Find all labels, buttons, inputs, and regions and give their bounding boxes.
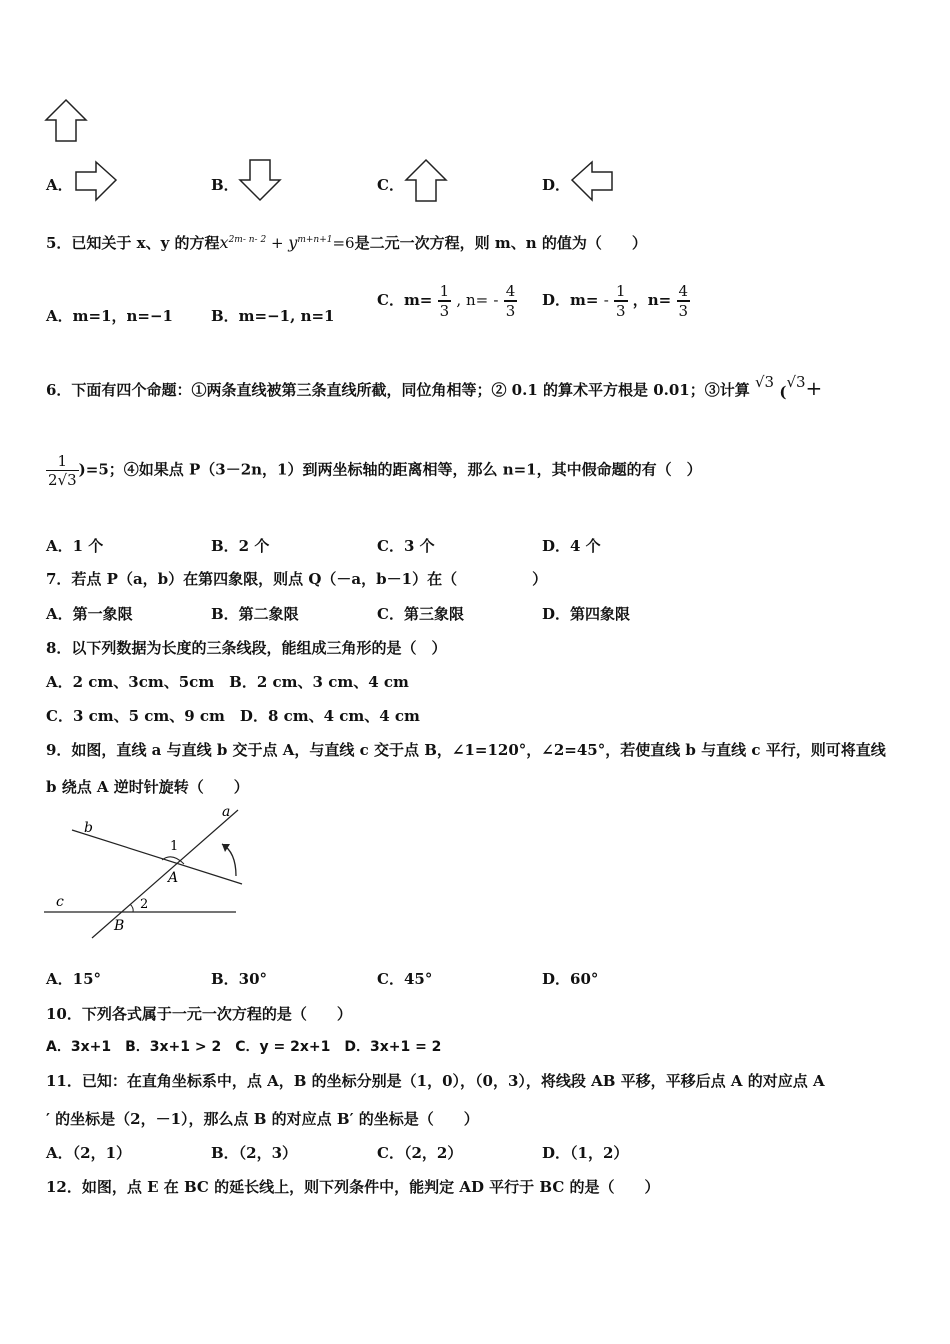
q5-option-a[interactable]: A．m=1，n=−1: [46, 307, 173, 325]
q8-stem: 8．以下列数据为长度的三条线段，能组成三角形的是（ ）: [46, 639, 447, 657]
q11-option-d[interactable]: D．（1，2）: [542, 1144, 629, 1162]
q11-option-c[interactable]: C．（2，2）: [377, 1144, 463, 1162]
q11-option-a[interactable]: A．（2，1）: [46, 1144, 132, 1162]
q9-stem-line2: b 绕点 A 逆时针旋转（ ）: [46, 778, 249, 796]
q10-stem: 10．下列各式属于一元一次方程的是（ ）: [46, 1005, 352, 1023]
q4-option-b[interactable]: B．: [211, 176, 239, 194]
q11-option-b[interactable]: B．（2，3）: [211, 1144, 298, 1162]
label-B: B: [114, 918, 125, 934]
q7-stem: 7．若点 P（a，b）在第四象限，则点 Q（－a，b－1）在（ ）: [46, 570, 548, 588]
label-a: a: [222, 804, 231, 820]
q4-option-c[interactable]: C．: [377, 176, 404, 194]
q5-option-c[interactable]: C．m= $\frac{1}{3}$ , n= - $\frac{4}{3}$: [377, 282, 516, 320]
q9-option-d[interactable]: D．60°: [542, 970, 599, 988]
label-1: 1: [170, 839, 179, 854]
q6-stem-line2: $\frac{1}{2√3}$ )=5；④如果点 P（3－2n，1）到两坐标轴的距离相等，那么 n=1，其中假命题的有（ ）: [48, 452, 702, 489]
q7-option-c[interactable]: C．第三象限: [377, 605, 464, 623]
q6-option-c[interactable]: C．3 个: [377, 537, 435, 555]
q5-option-d[interactable]: D．m= - $\frac{1}{3}$ ，n= $\frac{4}{3}$: [542, 282, 689, 320]
q4-option-d[interactable]: D．: [542, 176, 571, 194]
label-b: b: [84, 820, 93, 836]
q7-option-a[interactable]: A．第一象限: [46, 605, 133, 623]
label-2: 2: [140, 897, 149, 912]
q12-stem: 12．如图，点 E 在 BC 的延长线上，则下列条件中，能判定 AD 平行于 BC 的是（ ）: [46, 1178, 660, 1196]
q9-figure: [44, 804, 244, 940]
down-arrow-icon: [238, 158, 282, 202]
q5-stem: 5．已知关于 x、y 的方程$x^{2m- n- 2} + y^{m+n+1}=6$是二元一次方程，则 m、n 的值为（ ）: [46, 233, 647, 252]
q9-option-c[interactable]: C．45°: [377, 970, 433, 988]
q6-option-b[interactable]: B．2 个: [211, 537, 270, 555]
q8-options-cd[interactable]: C．3 cm、5 cm、9 cm D．8 cm、4 cm、4 cm: [46, 707, 420, 725]
label-A: A: [168, 870, 179, 886]
q8-options-ab[interactable]: A．2 cm、3cm、5cm B．2 cm、3 cm、4 cm: [46, 673, 409, 691]
line-b: [72, 830, 242, 884]
q11-stem-line1: 11．已知：在直角坐标系中，点 A，B 的坐标分别是（1，0），（0，3），将线段 AB 平移，平移后点 A 的对应点 A: [46, 1072, 825, 1090]
up-arrow-icon: [404, 158, 448, 204]
q9-option-b[interactable]: B．30°: [211, 970, 268, 988]
angle-2-arc: [130, 904, 133, 912]
q6-stem-line1: 6．下面有四个命题：①两条直线被第三条直线所截，同位角相等；② 0.1 的算术平方根是 0.01；③计算 √3 (√3+: [46, 373, 823, 401]
up-arrow-figure: [44, 98, 88, 144]
q6-option-d[interactable]: D．4 个: [542, 537, 601, 555]
q10-options[interactable]: A．3x+1 B．3x+1 > 2 C．y = 2x+1 D．3x+1 = 2: [46, 1039, 442, 1055]
q9-option-a[interactable]: A．15°: [46, 970, 102, 988]
q4-option-a[interactable]: A．: [46, 176, 73, 194]
q9-stem-line1: 9．如图，直线 a 与直线 b 交于点 A，与直线 c 交于点 B，∠1=120°，∠2=45°，若使直线 b 与直线 c 平行，则可将直线: [46, 741, 886, 759]
q6-option-a[interactable]: A．1 个: [46, 537, 104, 555]
q5-option-b[interactable]: B．m=−1, n=1: [211, 307, 335, 325]
label-c: c: [56, 894, 64, 910]
right-arrow-icon: [74, 160, 118, 202]
left-arrow-icon: [570, 160, 614, 202]
q7-option-d[interactable]: D．第四象限: [542, 605, 631, 623]
q11-stem-line2: ′ 的坐标是（2，－1），那么点 B 的对应点 B′ 的坐标是（ ）: [46, 1110, 479, 1128]
q7-option-b[interactable]: B．第二象限: [211, 605, 299, 623]
